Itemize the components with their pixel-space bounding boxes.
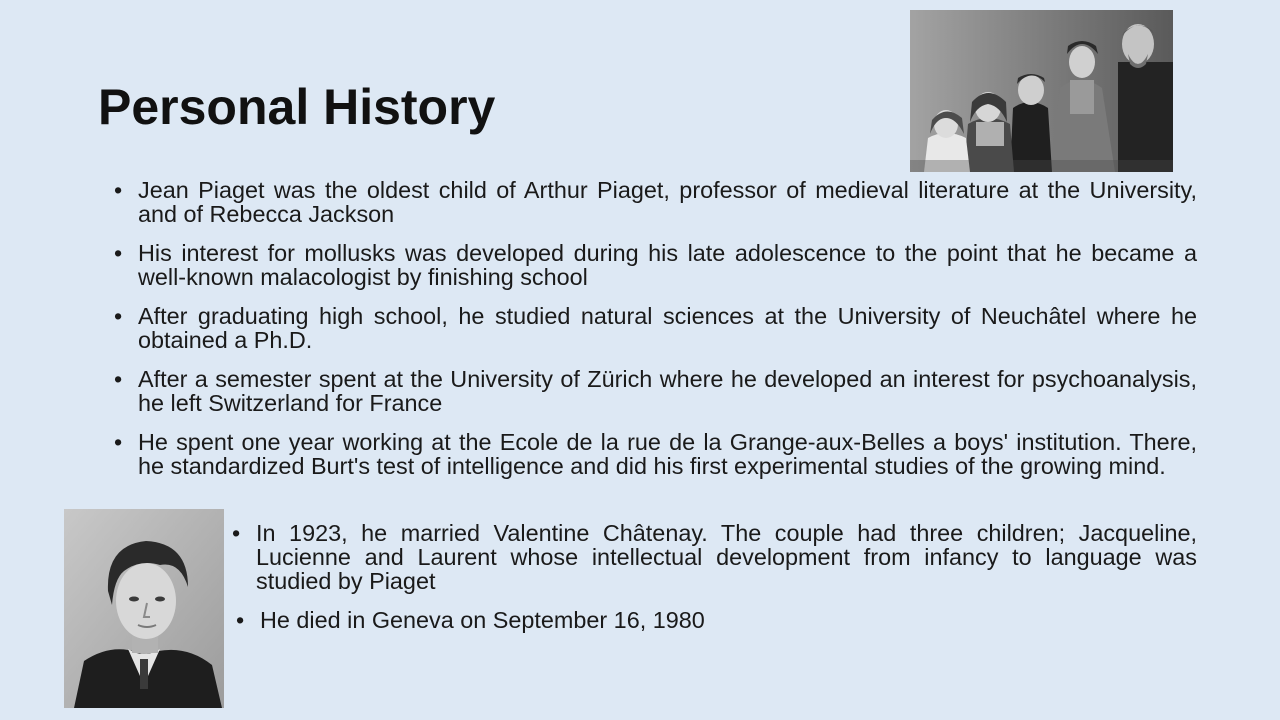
bullet-text: His interest for mollusks was developed during his late adolescence to the point that he became a well-known malacologist by finishing school (138, 240, 1197, 290)
bullet-item (232, 521, 1197, 593)
bullet-marker: • (114, 177, 123, 203)
bullet-item (114, 304, 1197, 352)
bullet-list-lower (232, 521, 1197, 647)
bullet-item (114, 430, 1197, 478)
bullet-marker: • (114, 240, 123, 266)
portrait-photo (64, 509, 224, 708)
bullet-list-main (114, 178, 1197, 493)
bullet-marker: • (114, 429, 123, 455)
bullet-text: He died in Geneva on September 16, 1980 (260, 607, 705, 633)
bullet-text: Jean Piaget was the oldest child of Arthur Piaget, professor of medieval literature at the University, and of Rebecca Jackson (138, 177, 1197, 227)
bullet-item (114, 367, 1197, 415)
bullet-marker: • (114, 366, 123, 392)
bullet-text: After graduating high school, he studied natural sciences at the University of Neuchâtel where he obtained a Ph.D. (138, 303, 1197, 353)
bullet-text: After a semester spent at the University of Zürich where he developed an interest for psychoanalysis, he left Switzerland for France (138, 366, 1197, 416)
bullet-item (114, 241, 1197, 289)
bullet-item (114, 178, 1197, 226)
family-photo (910, 10, 1173, 172)
bullet-text: He spent one year working at the Ecole de la rue de la Grange-aux-Belles a boys' institution. There, he standardized Burt's test of intelligence and did his first experimental studies of the growing mind. (138, 429, 1197, 479)
bullet-marker: • (114, 303, 123, 329)
bullet-marker: • (236, 607, 245, 633)
bullet-item (236, 608, 1201, 632)
bullet-text: In 1923, he married Valentine Châtenay. The couple had three children; Jacqueline, Lucienne and Laurent whose intellectual development from infancy to language was studied by Piaget (256, 520, 1197, 594)
bullet-marker: • (232, 520, 241, 546)
slide-title: Personal History (98, 79, 496, 135)
